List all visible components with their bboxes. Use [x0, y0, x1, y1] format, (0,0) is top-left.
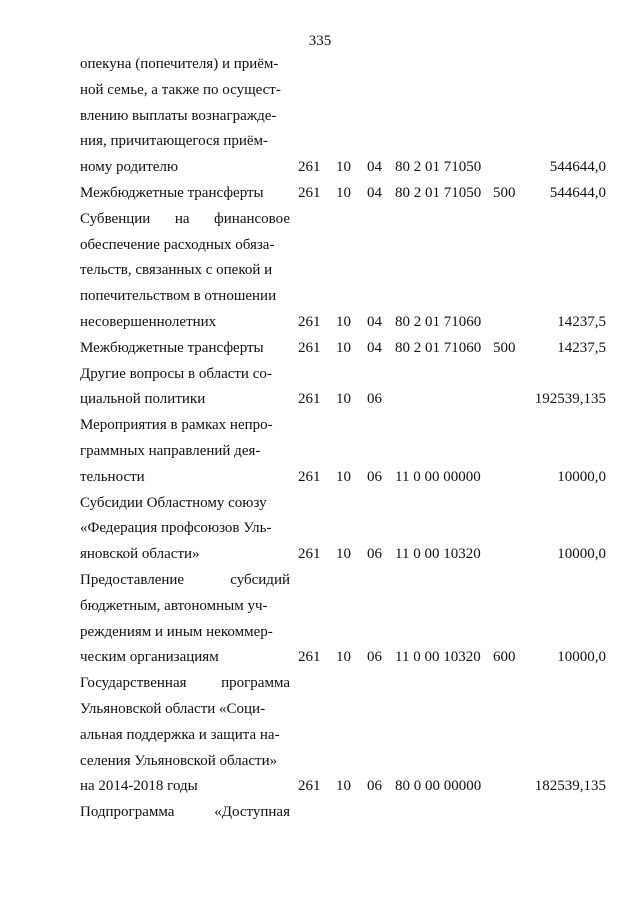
subsection-code: 06: [367, 546, 382, 563]
subsection-code: 06: [367, 778, 382, 795]
table-row: [0, 206, 640, 335]
row-description-line: ния, причитающегося приём-: [80, 133, 269, 150]
row-description-line: альная поддержка и защита на-: [80, 726, 280, 743]
row-description-line: Субвенции на финансовое: [80, 210, 290, 227]
table-row: [0, 412, 640, 489]
section-code: 10: [336, 159, 351, 176]
section-code: 10: [336, 185, 351, 201]
target-article-code: 11 0 00 10320: [395, 546, 481, 563]
row-description-line: «Федерация профсоюзов Уль-: [80, 520, 272, 537]
row-description-line: ной семье, а также по осущест-: [80, 81, 281, 98]
table-row: [0, 180, 640, 206]
row-description-line: обеспечение расходных обяза-: [80, 236, 275, 253]
ministry-code: 261: [298, 339, 321, 356]
subsection-code: 06: [367, 391, 382, 408]
row-description-line: Предоставление субсидий: [80, 572, 290, 588]
row-description-line: влению выплаты вознагражде-: [80, 107, 277, 124]
amount-value: 544644,0: [549, 159, 606, 176]
row-description-line: Субсидии Областному союзу: [80, 494, 267, 511]
subsection-code: 04: [367, 339, 382, 356]
row-description-line: попечительством в отношении: [80, 288, 277, 305]
section-code: 10: [336, 468, 351, 485]
expense-type-code: 500: [493, 185, 516, 201]
row-description-line: яновской области»: [80, 546, 200, 563]
table-row: [0, 567, 640, 670]
subsection-code: 04: [367, 159, 382, 176]
row-description-line: тельств, связанных с опекой и: [80, 262, 273, 279]
ministry-code: 261: [298, 313, 321, 330]
target-article-code: 80 2 01 71060: [395, 313, 482, 330]
row-description-line: ному родителю: [80, 159, 179, 176]
row-description-line: бюджетным, автономным уч-: [80, 597, 268, 614]
section-code: 10: [336, 778, 351, 795]
subsection-code: 04: [367, 313, 382, 330]
section-code: 10: [336, 339, 351, 356]
row-description-line: Государственная программа: [80, 675, 290, 692]
target-article-code: 80 0 00 00000: [395, 778, 482, 795]
ministry-code: 261: [298, 546, 321, 563]
row-description-line: Ульяновской области «Соци-: [80, 700, 266, 717]
section-code: 10: [336, 391, 351, 408]
table-row: [0, 361, 640, 413]
target-article-code: 80 2 01 71050: [395, 185, 482, 201]
amount-value: 182539,135: [534, 778, 606, 795]
section-code: 10: [336, 313, 351, 330]
ministry-code: 261: [298, 391, 321, 408]
row-description-line: реждениям и иным некоммер-: [80, 623, 273, 640]
row-description-line: Другие вопросы в области со-: [80, 365, 272, 382]
target-article-code: 80 2 01 71060: [395, 339, 482, 356]
amount-value: 10000,0: [557, 468, 606, 485]
table-row: [0, 490, 640, 567]
row-description-line: опекуна (попечителя) и приём-: [80, 56, 279, 72]
target-article-code: 11 0 00 00000: [395, 468, 481, 485]
amount-value: 14237,5: [557, 339, 606, 356]
amount-value: 192539,135: [534, 391, 606, 408]
amount-value: 544644,0: [549, 185, 606, 201]
ministry-code: 261: [298, 468, 321, 485]
subsection-code: 06: [367, 649, 382, 666]
amount-value: 10000,0: [557, 649, 606, 666]
target-article-code: 11 0 00 10320: [395, 649, 481, 666]
page-number: 335: [308, 33, 332, 49]
expense-type-code: 600: [493, 649, 516, 666]
row-description-line: ческим организациям: [80, 649, 219, 666]
target-article-code: 80 2 01 71050: [395, 159, 482, 176]
subsection-code: 06: [367, 468, 382, 485]
ministry-code: 261: [298, 159, 321, 176]
ministry-code: 261: [298, 778, 321, 795]
ministry-code: 261: [298, 649, 321, 666]
row-description-line: тельности: [80, 468, 145, 485]
row-description-line: циальной политики: [80, 391, 206, 408]
table-row: [0, 799, 640, 825]
table-row: [0, 670, 640, 799]
section-code: 10: [336, 649, 351, 666]
row-description-line: Подпрограмма «Доступная: [80, 804, 290, 821]
row-description-line: несовершеннолетних: [80, 313, 217, 330]
amount-value: 14237,5: [557, 313, 606, 330]
row-description-line: Мероприятия в рамках непро-: [80, 417, 273, 434]
subsection-code: 04: [367, 185, 382, 201]
section-code: 10: [336, 546, 351, 563]
ministry-code: 261: [298, 185, 321, 201]
row-description-line: Межбюджетные трансферты: [80, 185, 264, 201]
table-row: [0, 335, 640, 361]
row-description-line: на 2014-2018 годы: [80, 778, 198, 795]
row-description-line: граммных направлений дея-: [80, 442, 261, 459]
row-description-line: селения Ульяновской области»: [80, 752, 278, 769]
row-description-line: Межбюджетные трансферты: [80, 339, 264, 356]
amount-value: 10000,0: [557, 546, 606, 563]
table-row: [0, 51, 640, 180]
expense-type-code: 500: [493, 339, 516, 356]
